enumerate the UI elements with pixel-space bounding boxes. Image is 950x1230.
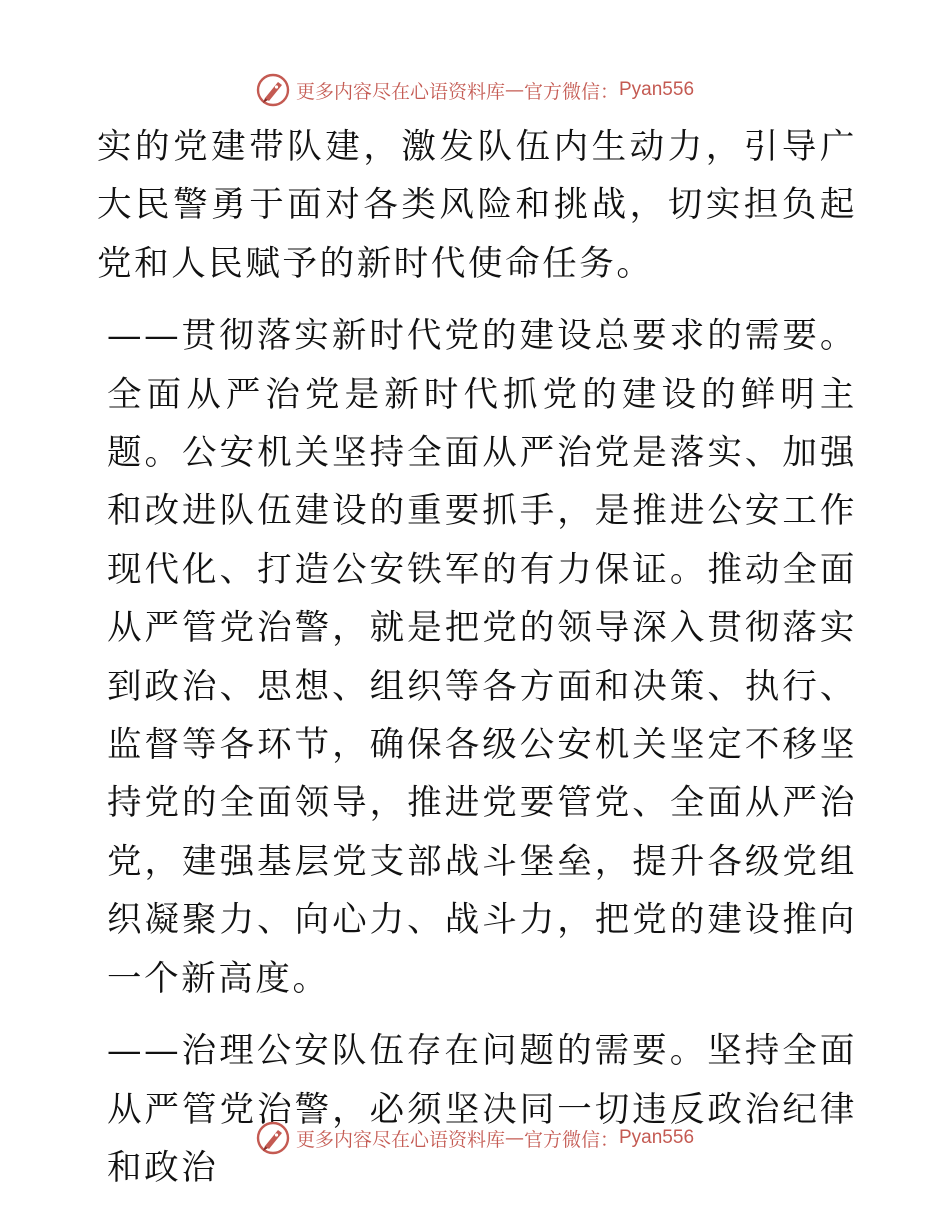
watermark-site-text: 更多内容尽在心语资料库 <box>295 80 505 103</box>
paragraph-1: 实的党建带队建，激发队伍内生动力，引导广大民警勇于面对各类风险和挑战，切实担负起党和人民赋予的新时代使命任务。 <box>97 127 857 284</box>
watermark-wechat-id: Pyan556 <box>619 1127 695 1148</box>
watermark-wechat-id: Pyan556 <box>619 79 695 100</box>
fountain-pen-logo-icon <box>256 73 290 107</box>
document-body <box>97 118 857 1197</box>
footer-watermark <box>0 1118 950 1158</box>
watermark-separator: — <box>504 79 524 101</box>
watermark-wechat-label: 官方微信： <box>523 80 619 103</box>
paragraph-3: ——治理公安队伍存在问题的需要。坚持全面从严管党治警，必须坚决同一切违反政治纪律和政治 <box>107 1031 857 1188</box>
watermark-site-text: 更多内容尽在心语资料库 <box>295 1128 505 1151</box>
paragraph-2: ——贯彻落实新时代党的建设总要求的需要。全面从严治党是新时代抓党的建设的鲜明主题。公安机关坚持全面从严治党是落实、加强和改进队伍建设的重要抓手，是推进公安工作现代化、打造公安铁军的有力保证。推动全面从严管党治警，就是把党的领导深入贯彻落实到政治、思想、组织等各方面和决策、执行、监督等各环节，确保各级公安机关坚定不移坚持党的全面领导，推进党要管党、全面从严治党，建强基层党支部战斗堡垒，提升各级党组织凝聚力、向心力、战斗力，把党的建设推向一个新高度。 <box>107 316 857 999</box>
header-watermark <box>0 70 950 110</box>
watermark-separator: — <box>504 1127 524 1149</box>
watermark-wechat-label: 官方微信： <box>523 1128 619 1151</box>
fountain-pen-logo-icon <box>256 1121 290 1155</box>
